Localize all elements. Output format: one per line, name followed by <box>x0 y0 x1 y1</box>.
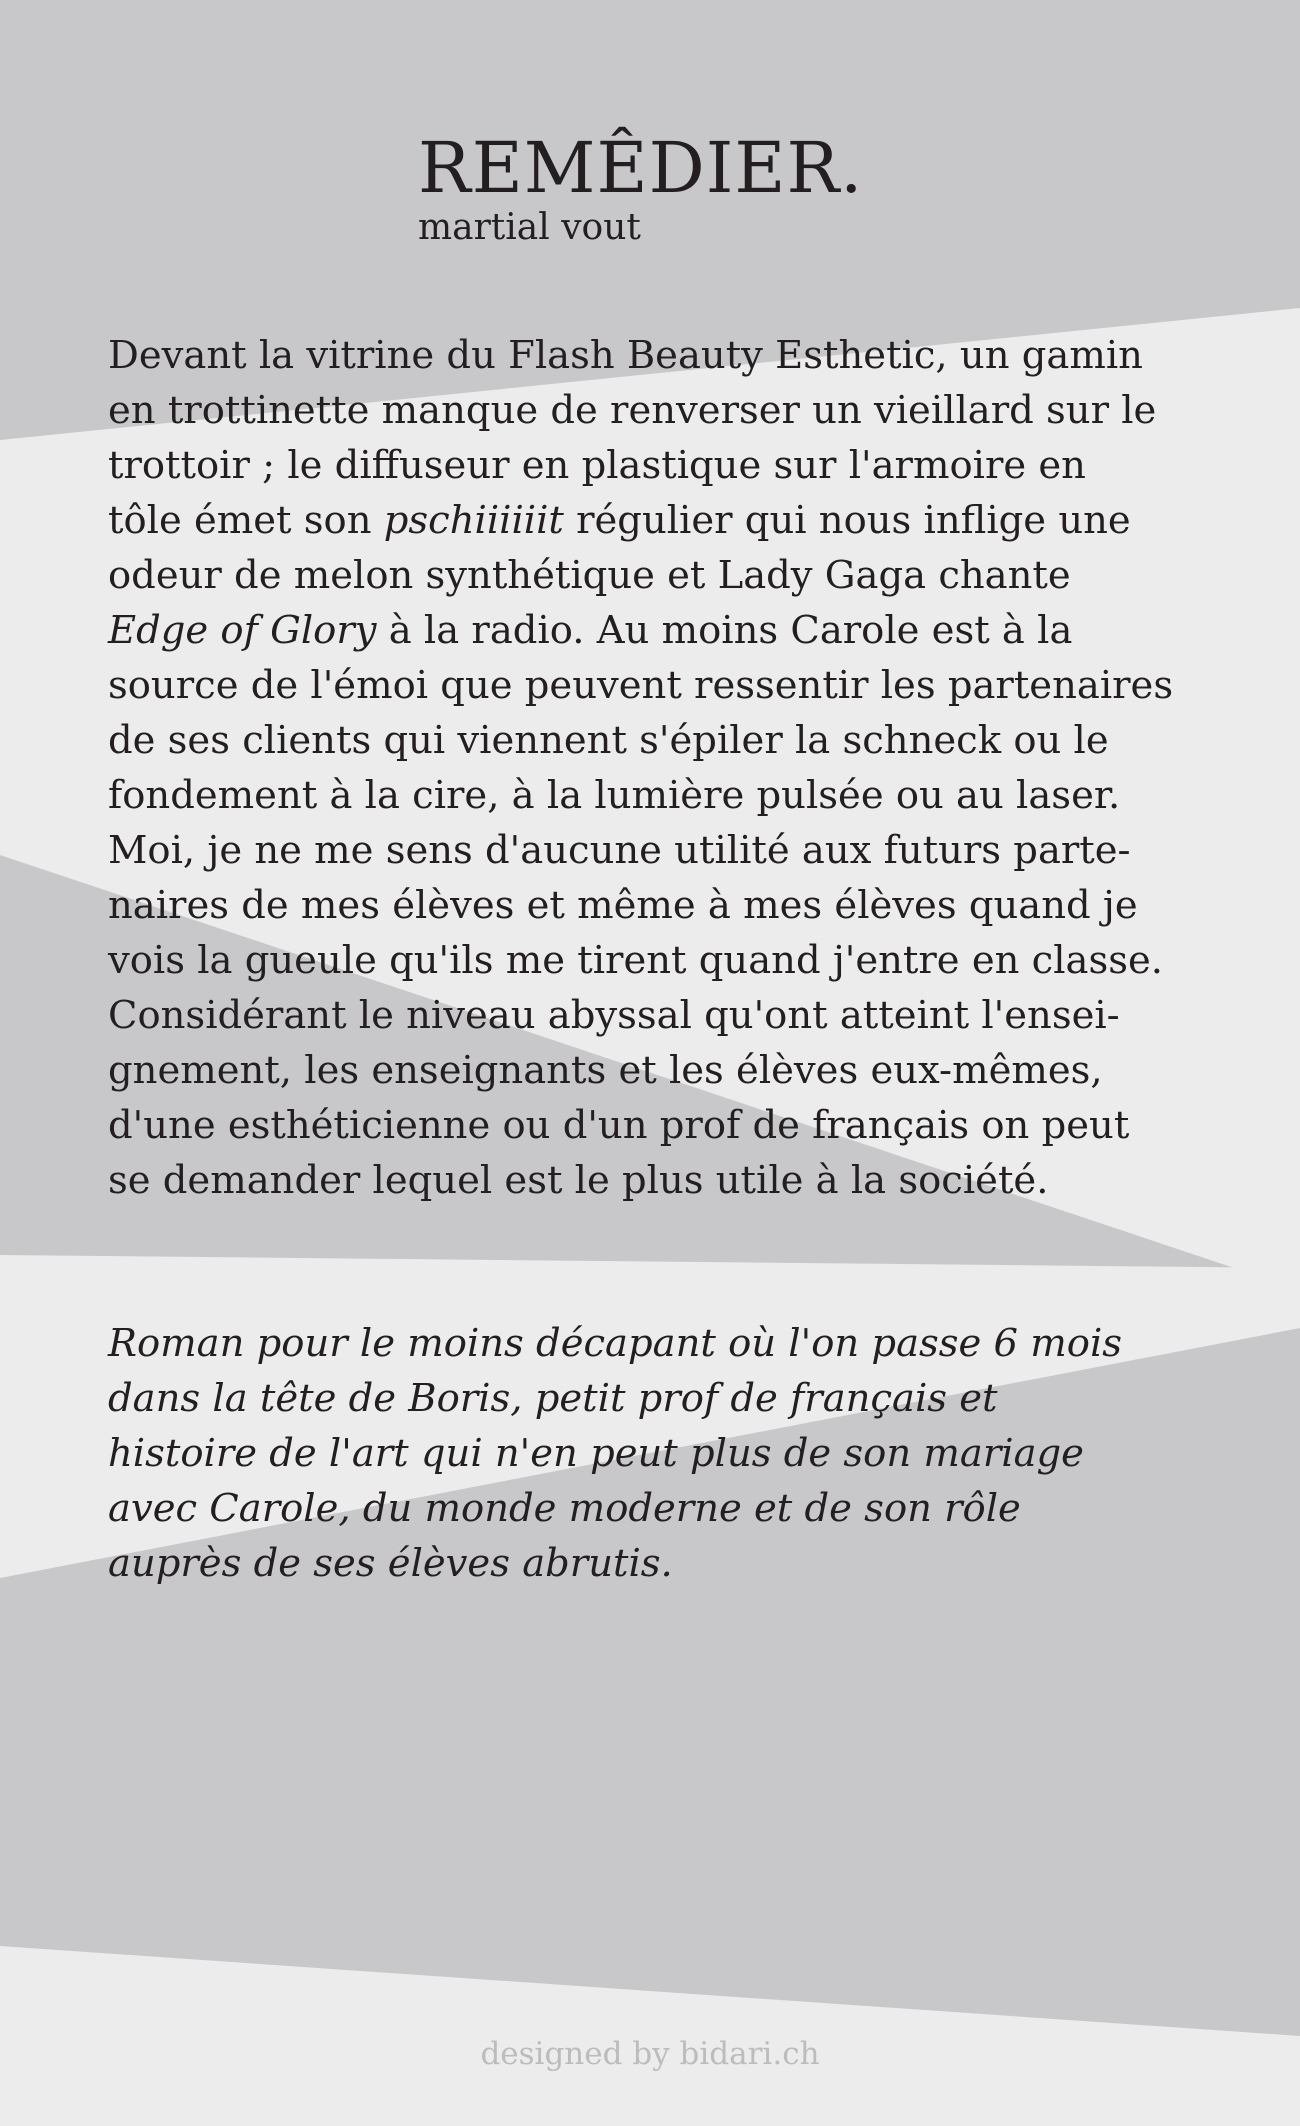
excerpt-line <box>108 933 1218 988</box>
book-title: REMÊDIER. <box>418 127 864 209</box>
italic-phrase: pschiiiiiit <box>383 498 564 543</box>
pitch-line: avec Carole, du monde moderne et de son rôle <box>108 1486 1021 1531</box>
excerpt-line <box>108 383 1218 438</box>
excerpt-line <box>108 988 1218 1043</box>
excerpt-text: tôle émet son <box>108 498 384 543</box>
excerpt-text: Considérant le niveau abyssal qu'ont atteint l'ensei- <box>108 993 1120 1038</box>
excerpt-line <box>108 438 1218 493</box>
pitch-line: Roman pour le moins décapant où l'on passe 6 mois <box>108 1321 1123 1366</box>
book-pitch <box>108 1316 1218 1591</box>
excerpt-text: de ses clients qui viennent s'épiler la schneck ou le <box>108 718 1109 763</box>
book-excerpt <box>108 328 1218 1208</box>
excerpt-text: fondement à la cire, à la lumière pulsée ou au laser. <box>108 773 1121 818</box>
excerpt-text: d'une esthéticienne ou d'un prof de français on peut <box>108 1103 1130 1148</box>
italic-phrase: Edge of Glory <box>108 608 377 653</box>
excerpt-text: gnement, les enseignants et les élèves eux-mêmes, <box>108 1048 1103 1093</box>
excerpt-text: en trottinette manque de renverser un vieillard sur le <box>108 388 1157 433</box>
excerpt-line <box>108 878 1218 933</box>
pitch-line: auprès de ses élèves abrutis. <box>108 1541 673 1586</box>
excerpt-line <box>108 603 1218 658</box>
excerpt-line <box>108 1043 1218 1098</box>
excerpt-text: à la radio. Au moins Carole est à la <box>376 608 1073 653</box>
excerpt-text: régulier qui nous inflige une <box>563 498 1131 543</box>
excerpt-text: vois la gueule qu'ils me tirent quand j'entre en classe. <box>108 938 1164 983</box>
design-credit: designed by bidari.ch <box>480 2036 820 2072</box>
excerpt-line <box>108 768 1218 823</box>
excerpt-line <box>108 1098 1218 1153</box>
excerpt-text: trottoir ; le diffuseur en plastique sur l'armoire en <box>108 443 1086 488</box>
excerpt-line <box>108 658 1218 713</box>
excerpt-text: Devant la vitrine du Flash Beauty Esthetic, un gamin <box>108 333 1143 378</box>
excerpt-text: source de l'émoi que peuvent ressentir les partenaires <box>108 663 1174 708</box>
excerpt-text: Moi, je ne me sens d'aucune utilité aux futurs parte- <box>108 828 1131 873</box>
excerpt-line <box>108 328 1218 383</box>
pitch-line: dans la tête de Boris, petit prof de français et <box>108 1376 998 1421</box>
author-name: martial vout <box>418 207 641 248</box>
excerpt-line <box>108 713 1218 768</box>
pitch-line: histoire de l'art qui n'en peut plus de son mariage <box>108 1431 1084 1476</box>
excerpt-text: se demander lequel est le plus utile à la société. <box>108 1158 1049 1203</box>
excerpt-line <box>108 493 1218 548</box>
excerpt-text: odeur de melon synthétique et Lady Gaga chante <box>108 553 1071 598</box>
excerpt-line <box>108 548 1218 603</box>
excerpt-line <box>108 823 1218 878</box>
excerpt-line <box>108 1153 1218 1208</box>
excerpt-text: naires de mes élèves et même à mes élèves quand je <box>108 883 1138 928</box>
title-block <box>418 128 863 248</box>
